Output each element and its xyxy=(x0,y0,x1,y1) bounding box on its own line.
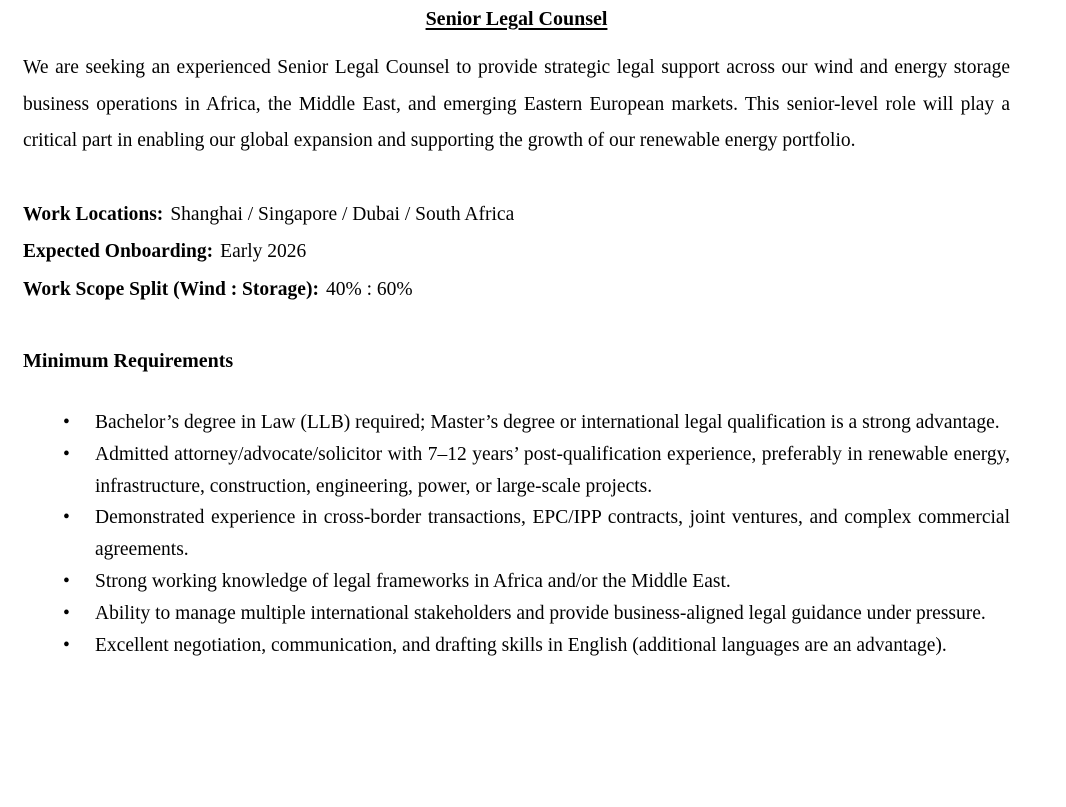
requirement-text: Excellent negotiation, communication, and drafting skills in English (additional languages are an advantage). xyxy=(95,634,947,656)
intro-paragraph: We are seeking an experienced Senior Legal Counsel to provide strategic legal support across our wind and energy storage business operations in Africa, the Middle East, and emerging Eastern European markets. This senior-level role will play a critical part in enabling our global expansion and supporting the growth of our renewable energy portfolio. xyxy=(23,57,1010,152)
requirement-text: Demonstrated experience in cross-border transactions, EPC/IPP contracts, joint ventures, and complex commercial agreements. xyxy=(95,507,1010,561)
requirement-item xyxy=(23,439,1010,503)
job-details xyxy=(23,196,1010,308)
detail-label: Work Scope Split (Wind : Storage): xyxy=(23,278,319,300)
bullet-icon: • xyxy=(63,602,70,624)
requirement-text: Strong working knowledge of legal frameworks in Africa and/or the Middle East. xyxy=(95,570,731,592)
requirement-text: Ability to manage multiple international stakeholders and provide business-aligned legal guidance under pressure. xyxy=(95,602,986,624)
detail-label: Expected Onboarding: xyxy=(23,241,214,263)
detail-line-work-locations xyxy=(23,196,1010,233)
bullet-icon: • xyxy=(63,507,70,529)
requirement-item xyxy=(23,407,1010,439)
detail-line-work-scope-split xyxy=(23,271,1010,308)
requirement-text: Bachelor’s degree in Law (LLB) required; Master’s degree or international legal qualification is a strong advantage. xyxy=(95,412,1000,433)
requirements-list xyxy=(23,407,1010,661)
detail-value: Early 2026 xyxy=(220,241,307,263)
requirement-text: Admitted attorney/advocate/solicitor with 7–12 years’ post-qualification experience, preferably in renewable energy, infrastructure, construction, engineering, power, or large-scale projects. xyxy=(95,443,1010,497)
document-title: Senior Legal Counsel xyxy=(425,8,608,30)
requirement-item xyxy=(23,598,1010,630)
requirement-item xyxy=(23,630,1010,662)
detail-label: Work Locations: xyxy=(23,203,164,225)
requirement-item xyxy=(23,566,1010,598)
bullet-icon: • xyxy=(63,634,70,656)
detail-line-expected-onboarding xyxy=(23,233,1010,270)
bullet-icon: • xyxy=(63,412,70,433)
detail-value: 40% : 60% xyxy=(325,278,413,300)
bullet-icon: • xyxy=(63,570,70,592)
detail-value: Shanghai / Singapore / Dubai / South Africa xyxy=(170,203,515,225)
requirements-heading: Minimum Requirements xyxy=(23,350,234,372)
bullet-icon: • xyxy=(63,443,70,465)
requirement-item xyxy=(23,502,1010,566)
